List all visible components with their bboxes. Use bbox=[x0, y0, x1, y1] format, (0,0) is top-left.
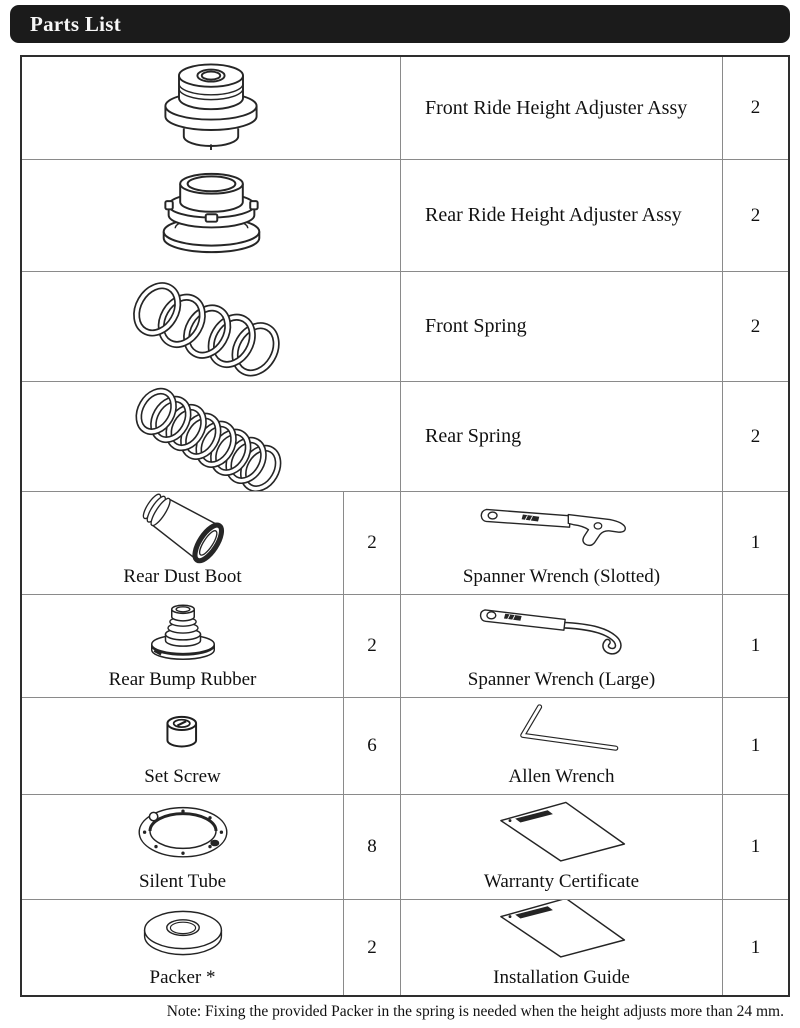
part-qty: 2 bbox=[344, 595, 401, 698]
part-qty: 2 bbox=[723, 160, 788, 272]
spanner-wrench-slotted-icon bbox=[467, 492, 657, 565]
silent-tube-icon bbox=[120, 795, 246, 870]
part-image bbox=[22, 492, 343, 565]
part-qty: 2 bbox=[723, 57, 788, 160]
part-caption: Spanner Wrench (Large) bbox=[467, 669, 656, 690]
part-qty: 2 bbox=[344, 900, 401, 995]
part-name: Rear Spring bbox=[401, 382, 723, 492]
part-cell bbox=[401, 595, 723, 698]
set-screw-icon bbox=[155, 706, 211, 762]
part-qty: 1 bbox=[723, 795, 788, 900]
footnote: Note: Fixing the provided Packer in the spring is needed when the height adjusts more than 24 mm. bbox=[166, 1003, 784, 1020]
part-name: Front Ride Height Adjuster Assy bbox=[401, 57, 723, 160]
part-image bbox=[22, 595, 343, 668]
page-title: Parts List bbox=[30, 11, 122, 36]
parts-table bbox=[20, 55, 790, 997]
part-caption: Set Screw bbox=[144, 766, 221, 787]
part-cell bbox=[22, 698, 344, 795]
spanner-wrench-large-icon bbox=[467, 595, 657, 668]
rear-spring-icon bbox=[116, 382, 306, 492]
part-qty: 8 bbox=[344, 795, 401, 900]
part-name: Front Spring bbox=[401, 272, 723, 382]
installation-guide-icon bbox=[484, 900, 640, 966]
part-image bbox=[401, 595, 722, 668]
part-cell bbox=[22, 492, 344, 595]
part-image bbox=[22, 795, 343, 870]
part-caption: Installation Guide bbox=[493, 967, 630, 988]
part-qty: 1 bbox=[723, 492, 788, 595]
part-caption: Rear Bump Rubber bbox=[108, 669, 257, 690]
part-image bbox=[401, 698, 722, 765]
part-qty: 1 bbox=[723, 698, 788, 795]
part-caption: Allen Wrench bbox=[508, 766, 615, 787]
part-name: Rear Ride Height Adjuster Assy bbox=[401, 160, 723, 272]
part-cell bbox=[22, 900, 344, 995]
rear-ride-height-adjuster-icon bbox=[129, 164, 294, 267]
part-cell bbox=[22, 795, 344, 900]
part-image-cell bbox=[22, 272, 401, 382]
rear-dust-boot-icon bbox=[120, 492, 245, 565]
part-image bbox=[401, 900, 722, 966]
part-cell bbox=[401, 900, 723, 995]
part-cell bbox=[401, 698, 723, 795]
part-qty: 6 bbox=[344, 698, 401, 795]
part-image bbox=[22, 900, 343, 966]
part-cell bbox=[22, 595, 344, 698]
part-caption: Silent Tube bbox=[138, 871, 227, 892]
part-image-cell bbox=[22, 160, 401, 272]
part-caption: Warranty Certificate bbox=[483, 871, 640, 892]
allen-wrench-icon bbox=[484, 698, 639, 765]
front-ride-height-adjuster-icon bbox=[131, 58, 291, 158]
part-caption: Rear Dust Boot bbox=[123, 566, 242, 587]
part-qty: 2 bbox=[344, 492, 401, 595]
part-image-cell bbox=[22, 382, 401, 492]
part-cell bbox=[401, 795, 723, 900]
part-cell bbox=[401, 492, 723, 595]
part-qty: 1 bbox=[723, 595, 788, 698]
packer-icon bbox=[123, 900, 243, 966]
part-caption: Packer * bbox=[149, 967, 216, 988]
warranty-certificate-icon bbox=[484, 795, 640, 870]
front-spring-icon bbox=[111, 273, 311, 381]
part-image bbox=[401, 492, 722, 565]
rear-bump-rubber-icon bbox=[133, 595, 233, 668]
part-image bbox=[22, 702, 343, 765]
part-image-cell bbox=[22, 57, 401, 160]
parts-list-header bbox=[10, 5, 790, 43]
part-qty: 2 bbox=[723, 382, 788, 492]
part-qty: 1 bbox=[750, 936, 761, 958]
part-qty: 2 bbox=[723, 272, 788, 382]
part-image bbox=[401, 795, 722, 870]
part-caption: Spanner Wrench (Slotted) bbox=[462, 566, 661, 587]
